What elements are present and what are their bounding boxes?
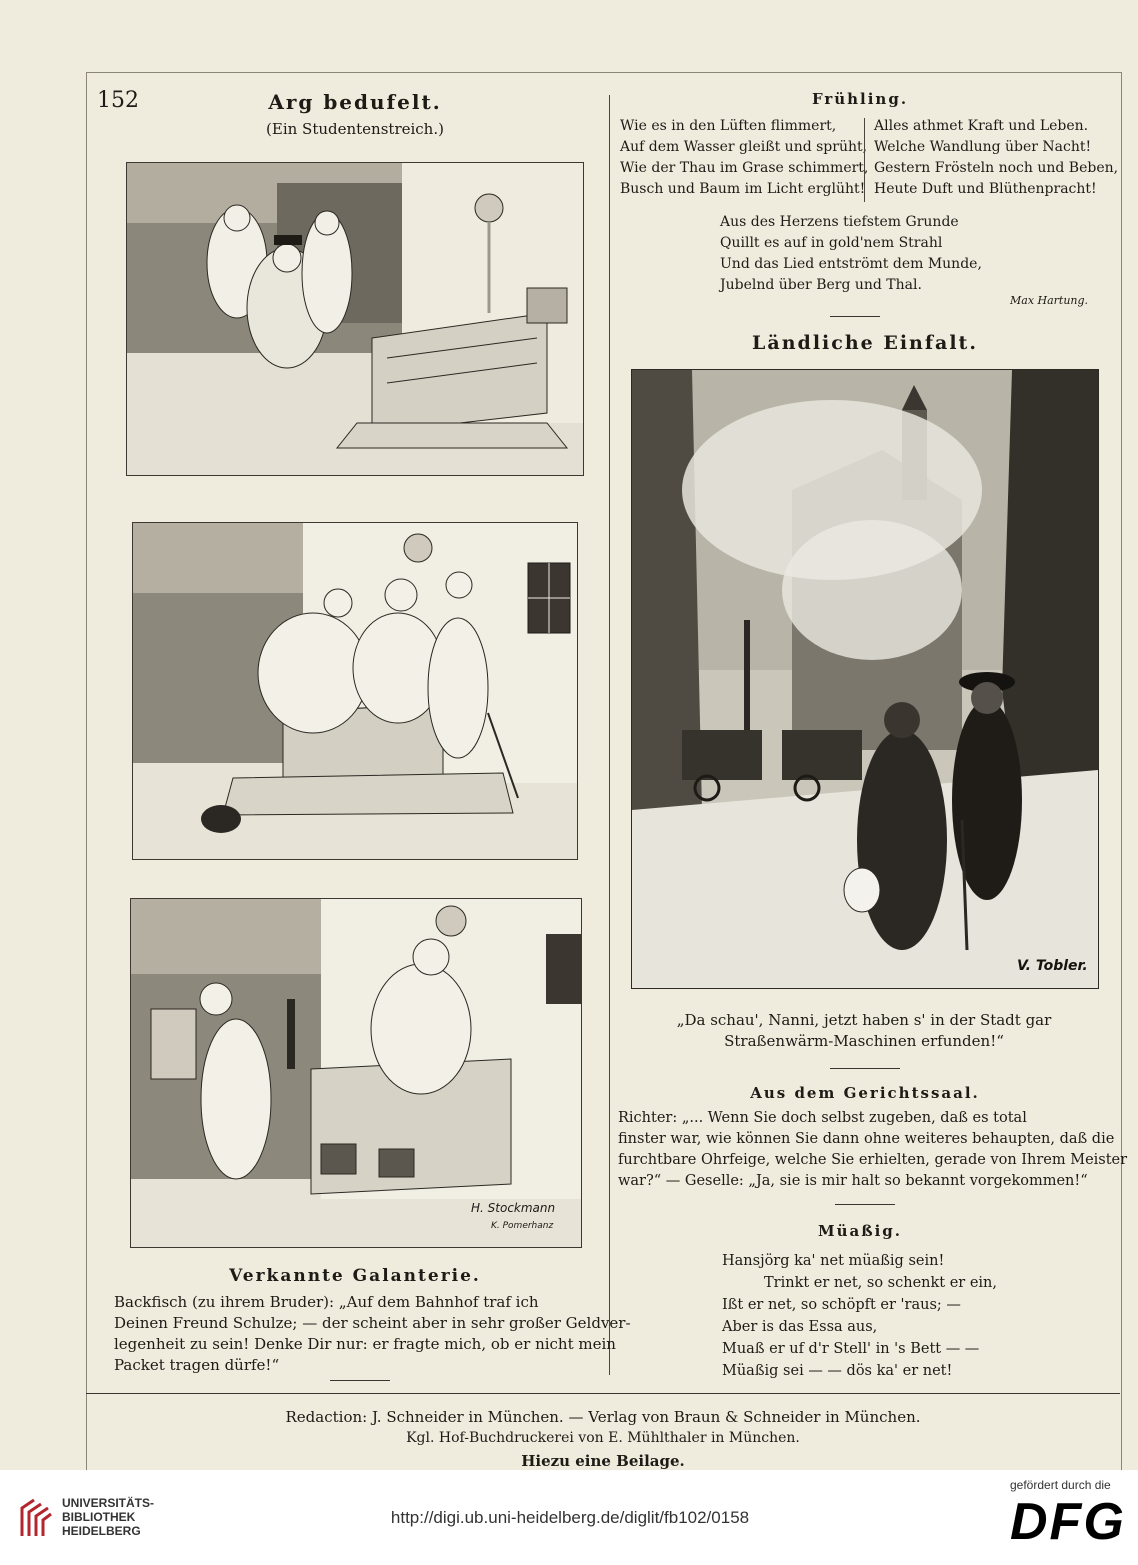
galanterie-text [114, 1292, 631, 1376]
mueassig-line: Ißt er net, so schöpft er 'raus; — [722, 1297, 961, 1313]
caption-line: Straßenwärm-Maschinen erfunden!“ [724, 1032, 1004, 1050]
library-name-line: UNIVERSITÄTS- [62, 1496, 155, 1510]
library-name-line: BIBLIOTHEK [62, 1510, 136, 1524]
court-line: furchtbare Ohrfeige, welche Sie erhielten, gerade von Ihrem Meister [618, 1152, 1128, 1168]
poem-line: Auf dem Wasser gleißt und sprüht, [620, 139, 868, 155]
caption-line: „Da schau', Nanni, jetzt haben s' in der Stadt gar [676, 1011, 1052, 1029]
mueassig-line: Hansjörg ka' net müaßig sein! [722, 1253, 945, 1269]
poem-line: Quillt es auf in gold'nem Strahl [720, 235, 943, 251]
poem-line: Aus des Herzens tiefstem Grunde [720, 214, 959, 230]
footer-line-2: Kgl. Hof-Buchdruckerei von E. Mühlthaler in München. [406, 1430, 800, 1446]
poem-author: Max Hartung. [1010, 294, 1089, 307]
column-rule [609, 95, 610, 1375]
dfg-logo: DFG [1010, 1493, 1126, 1551]
cartoon-panel-2 [132, 522, 578, 860]
rule [835, 1204, 895, 1205]
rule [330, 1380, 390, 1381]
mueassig-text [722, 1250, 1042, 1382]
court-title: Aus dem Gerichtssaal. [750, 1084, 980, 1102]
galanterie-line: Packet tragen dürfe!“ [114, 1356, 280, 1374]
poem-line: Heute Duft und Blüthenpracht! [874, 181, 1097, 197]
poem-line: Wie es in den Lüften flimmert, [620, 118, 837, 134]
mueassig-line: Trinkt er net, so schenkt er ein, [764, 1275, 997, 1291]
galanterie-line: Backfisch (zu ihrem Bruder): „Auf dem Bahnhof traf ich [114, 1293, 539, 1311]
mueassig-line: Müaßig sei — — dös ka' er net! [722, 1363, 953, 1379]
illustration-caption [624, 1010, 1104, 1052]
library-name [62, 1496, 154, 1538]
library-name-line: HEIDELBERG [62, 1524, 141, 1538]
poem-left-column [620, 116, 869, 200]
court-line: war?“ — Geselle: „Ja, sie is mir halt so bekannt vorgekommen!“ [618, 1173, 1088, 1189]
permalink-url[interactable]: http://digi.ub.uni-heidelberg.de/diglit/fb102/0158 [390, 1508, 750, 1527]
footer-line-1: Redaction: J. Schneider in München. — Verlag von Braun & Schneider in München. [285, 1408, 921, 1426]
poem-right-column [874, 116, 1119, 200]
cartoon-panel-3 [130, 898, 582, 1248]
funding-note: gefördert durch die [1010, 1478, 1111, 1492]
galanterie-line: Deinen Freund Schulze; — der scheint aber in sehr großer Geldver- [114, 1314, 631, 1332]
illustration-title: Ländliche Einfalt. [752, 332, 978, 354]
poem-divider [864, 118, 865, 202]
street-illustration [631, 369, 1099, 989]
viewer-bottom-bar [0, 1470, 1138, 1565]
mueassig-line: Muaß er uf d'r Stell' in 's Bett — — [722, 1341, 980, 1357]
poem-title: Frühling. [811, 90, 909, 108]
page-number: 152 [97, 88, 139, 113]
galanterie-line: legenheit zu sein! Denke Dir nur: er fragte mich, ob er nicht mein [114, 1335, 616, 1353]
poem-line: Und das Lied entströmt dem Munde, [720, 256, 982, 272]
poem-line: Alles athmet Kraft und Leben. [874, 118, 1089, 134]
footer-rule [86, 1393, 1120, 1394]
left-subtitle: (Ein Studentenstreich.) [266, 120, 444, 138]
rule [830, 316, 880, 317]
poem-line: Jubelnd über Berg und Thal. [720, 277, 922, 293]
library-logo-icon [18, 1494, 54, 1540]
cartoon-panel-1 [126, 162, 584, 476]
court-line: Richter: „... Wenn Sie doch selbst zugeben, daß es total [618, 1110, 1027, 1126]
court-text [618, 1108, 1128, 1192]
section-title-galanterie: Verkannte Galanterie. [229, 1266, 481, 1286]
panel-signature: H. Stockmann [471, 1201, 556, 1215]
poem-line: Busch und Baum im Licht erglüht! [620, 181, 866, 197]
illustration-signature: V. Tobler. [1017, 958, 1088, 974]
left-title: Arg bedufelt. [268, 90, 442, 114]
rule [830, 1068, 900, 1069]
panel-signature-2: K. Pomerhanz [491, 1221, 554, 1231]
court-line: finster war, wie können Sie dann ohne weiteres behaupten, daß die [618, 1131, 1115, 1147]
mueassig-title: Müaßig. [817, 1222, 903, 1240]
footer-line-3: Hiezu eine Beilage. [521, 1452, 685, 1470]
poem-line: Wie der Thau im Grase schimmert, [620, 160, 869, 176]
poem-line: Welche Wandlung über Nacht! [874, 139, 1092, 155]
poem-stanza [720, 212, 1000, 296]
mueassig-line: Aber is das Essa aus, [722, 1319, 878, 1335]
poem-line: Gestern Frösteln noch und Beben, [874, 160, 1119, 176]
